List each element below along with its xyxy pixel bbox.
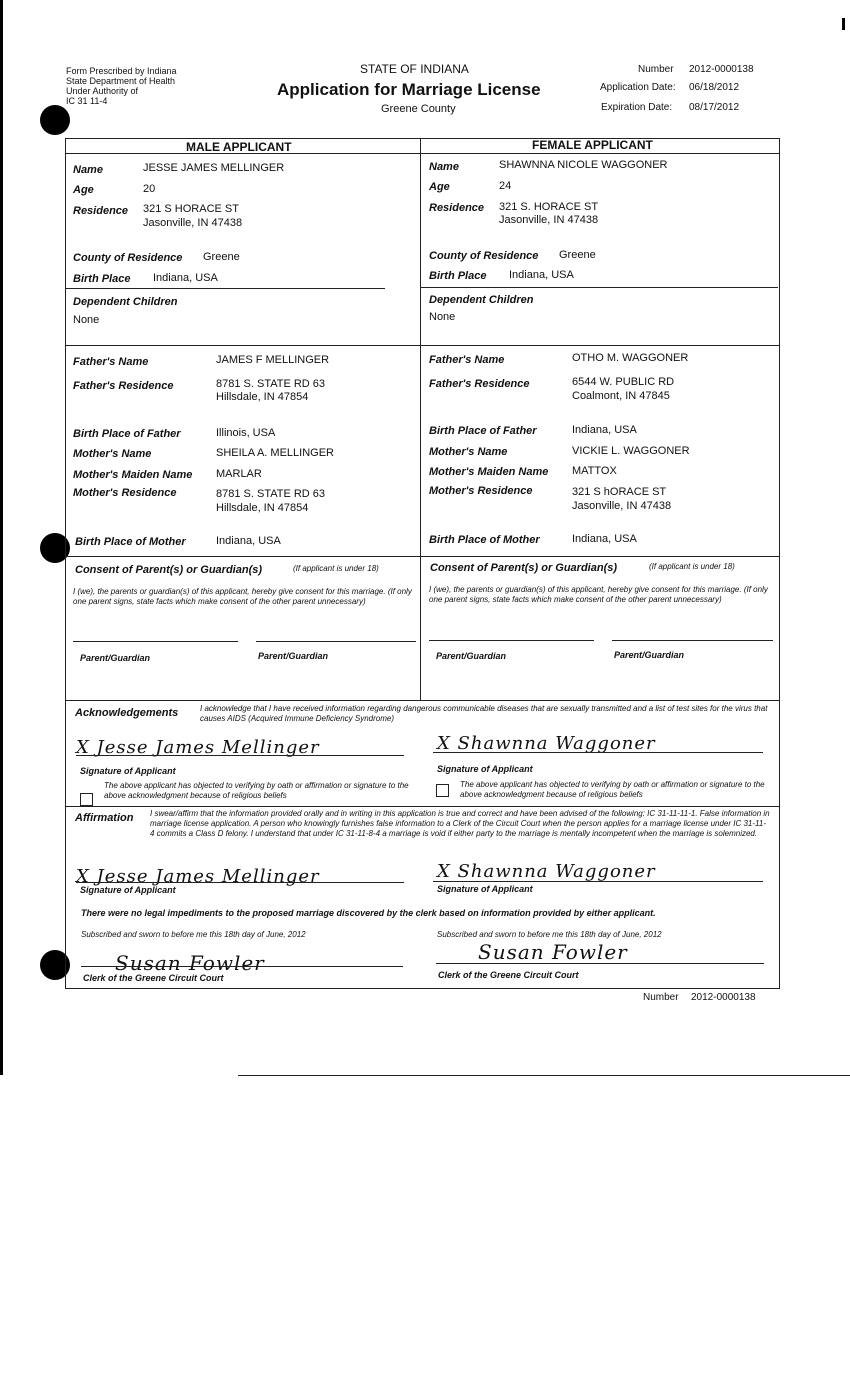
male-mothers-residence-label: Mother's Residence xyxy=(73,487,177,499)
male-county-value: Greene xyxy=(203,251,240,263)
male-mothers-name-value: SHEILA A. MELLINGER xyxy=(216,447,334,459)
clerk-signature: Susan Fowler xyxy=(115,951,265,975)
male-fathers-name-value: JAMES F MELLINGER xyxy=(216,354,330,366)
clerk-signature-line xyxy=(436,963,764,964)
affirmation-text: I swear/affirm that the information provided orally and in writing in this application is true and correct and have been advised of the following: IC 31-11-11-1. False information in marriage license application. A person who knowingly furnishes false information to a Clerk of the Circuit Court when the person applies for a marriage license under IC 31-11-4 commits a Class D felony. I understand that under IC 31-11-8-4 a marriage is void if either party to the marriage is mentally incompetent when the marriage is solemnized. xyxy=(150,809,770,838)
footer-number-label: Number xyxy=(643,992,679,1003)
female-residence-line2: Jasonville, IN 47438 xyxy=(499,214,599,226)
female-objected-text: The above applicant has objected to verifying by oath or affirmation or signature to the above acknowledgment because of religious beliefs xyxy=(460,780,765,799)
male-birthplace-father-value: Illinois, USA xyxy=(216,427,276,439)
female-fathers-name-label: Father's Name xyxy=(429,354,505,366)
header-underline xyxy=(65,153,779,154)
female-mothers-name-label: Mother's Name xyxy=(429,446,508,458)
female-residence-line1: 321 S. HORACE ST xyxy=(499,201,599,213)
female-signature-label: Signature of Applicant xyxy=(437,884,533,894)
prescribed-line: Under Authority of xyxy=(66,86,139,96)
male-parent-guardian-label: Parent/Guardian xyxy=(80,653,151,663)
female-mothers-residence-line1: 321 S hORACE ST xyxy=(572,486,667,498)
female-age-label: Age xyxy=(429,181,450,193)
affirmation-label: Affirmation xyxy=(75,812,134,824)
female-signature-affirmation: X Shawnna Waggoner xyxy=(437,861,656,882)
prescribed-line: IC 31 11-4 xyxy=(66,96,108,106)
male-parent-guardian-label: Parent/Guardian xyxy=(258,651,329,661)
application-date-label: Application Date: xyxy=(600,82,676,93)
male-objected-text: The above applicant has objected to verifying by oath or affirmation or signature to the above acknowledgment because of religious beliefs xyxy=(104,781,409,800)
male-fathers-residence-line2: Hillsdale, IN 47854 xyxy=(216,391,309,403)
male-subscribed-text: Subscribed and sworn to before me this 18th day of June, 2012 xyxy=(81,930,306,939)
application-date-value: 06/18/2012 xyxy=(689,82,740,93)
male-consent-label: Consent of Parent(s) or Guardian(s) xyxy=(75,564,263,576)
male-applicant-header: MALE APPLICANT xyxy=(186,140,292,154)
male-signature-affirmation: X Jesse James Mellinger xyxy=(76,866,320,887)
male-parent-line xyxy=(73,641,238,642)
punch-hole xyxy=(40,105,70,135)
female-name-value: SHAWNNA NICOLE WAGGONER xyxy=(499,159,668,171)
male-county-label: County of Residence xyxy=(73,252,183,264)
male-birthplace-label: Birth Place xyxy=(73,273,131,285)
male-mothers-maiden-label: Mother's Maiden Name xyxy=(73,469,193,481)
female-birthplace-mother-label: Birth Place of Mother xyxy=(429,534,540,546)
female-parent-guardian-label: Parent/Guardian xyxy=(614,650,685,660)
bottom-rule xyxy=(238,1075,850,1076)
page-title: Application for Marriage License xyxy=(277,80,541,99)
male-dependents-label: Dependent Children xyxy=(73,296,178,308)
male-signature-label: Signature of Applicant xyxy=(80,766,176,776)
female-mothers-residence-label: Mother's Residence xyxy=(429,485,533,497)
male-birthplace-father-label: Birth Place of Father xyxy=(73,428,181,440)
male-birthplace-value: Indiana, USA xyxy=(153,272,218,284)
female-parent-line xyxy=(612,640,773,641)
clerk-signature-line xyxy=(81,966,403,967)
female-birthplace-label: Birth Place xyxy=(429,270,487,282)
female-county-value: Greene xyxy=(559,249,596,261)
number-value: 2012-0000138 xyxy=(689,64,754,75)
female-signature-line xyxy=(433,752,763,753)
female-birthplace-father-label: Birth Place of Father xyxy=(429,425,537,437)
female-name-label: Name xyxy=(429,161,459,173)
prescribed-line: State Department of Health xyxy=(66,76,176,86)
clerk-signature: Susan Fowler xyxy=(478,940,628,964)
female-signature-line xyxy=(433,881,763,882)
footer-number-value: 2012-0000138 xyxy=(691,992,756,1003)
male-mothers-residence-line1: 8781 S. STATE RD 63 xyxy=(216,488,326,500)
female-signature-label: Signature of Applicant xyxy=(437,764,533,774)
female-objected-checkbox[interactable] xyxy=(436,784,449,797)
male-name-label: Name xyxy=(73,164,103,176)
female-birthplace-value: Indiana, USA xyxy=(509,269,574,281)
male-fathers-residence-label: Father's Residence xyxy=(73,380,174,392)
number-label: Number xyxy=(638,64,674,75)
female-birthplace-mother-value: Indiana, USA xyxy=(572,533,637,545)
male-signature-ack: X Jesse James Mellinger xyxy=(76,737,320,758)
female-fathers-name-value: OTHO M. WAGGONER xyxy=(572,352,689,364)
male-residence-line1: 321 S HORACE ST xyxy=(143,203,239,215)
male-mothers-name-label: Mother's Name xyxy=(73,448,152,460)
section-divider xyxy=(65,700,779,701)
male-mothers-maiden-value: MARLAR xyxy=(216,468,262,480)
column-divider xyxy=(420,138,421,700)
female-mothers-maiden-value: MATTOX xyxy=(572,465,617,477)
female-dependents-label: Dependent Children xyxy=(429,294,534,306)
female-consent-text: I (we), the parents or guardian(s) of this applicant, hereby give consent for this marriage. (If only one parent signs, state facts which make consent of the other parent unnecessary) xyxy=(429,585,768,604)
female-dependents-value: None xyxy=(429,311,456,323)
section-divider xyxy=(65,556,779,557)
female-mothers-name-value: VICKIE L. WAGGONER xyxy=(572,445,690,457)
male-age-label: Age xyxy=(73,184,94,196)
male-dependents-value: None xyxy=(73,314,100,326)
male-signature-line xyxy=(76,882,404,883)
female-residence-label: Residence xyxy=(429,202,485,214)
female-consent-note: (If applicant is under 18) xyxy=(649,562,735,571)
female-parent-line xyxy=(429,640,594,641)
section-divider xyxy=(65,345,779,346)
female-mothers-maiden-label: Mother's Maiden Name xyxy=(429,466,549,478)
female-fathers-residence-line1: 6544 W. PUBLIC RD xyxy=(572,376,675,388)
section-divider xyxy=(65,806,779,807)
edge-mark xyxy=(842,18,845,30)
female-age-value: 24 xyxy=(499,180,512,192)
male-residence-label: Residence xyxy=(73,205,129,217)
male-age-value: 20 xyxy=(143,183,156,195)
acknowledgements-text: I acknowledge that I have received information regarding dangerous communicable diseases that are sexually transmitted and a list of test sites for the virus that causes AIDS (Acquired Immune Deficiency Syndrome) xyxy=(200,704,768,723)
female-mothers-residence-line2: Jasonville, IN 47438 xyxy=(572,500,672,512)
female-fathers-residence-label: Father's Residence xyxy=(429,378,530,390)
prescribed-line: Form Prescribed by Indiana xyxy=(66,66,177,76)
male-fathers-name-label: Father's Name xyxy=(73,356,149,368)
male-divider xyxy=(65,288,385,289)
male-signature-label: Signature of Applicant xyxy=(80,885,176,895)
expiration-date-value: 08/17/2012 xyxy=(689,102,740,113)
female-fathers-residence-line2: Coalmont, IN 47845 xyxy=(572,390,670,402)
female-parent-guardian-label: Parent/Guardian xyxy=(436,651,507,661)
female-county-label: County of Residence xyxy=(429,250,539,262)
female-birthplace-father-value: Indiana, USA xyxy=(572,424,637,436)
male-residence-line2: Jasonville, IN 47438 xyxy=(143,217,243,229)
female-applicant-header: FEMALE APPLICANT xyxy=(532,138,653,152)
male-mothers-residence-line2: Hillsdale, IN 47854 xyxy=(216,502,309,514)
prescribed-block xyxy=(66,66,177,106)
state-heading: STATE OF INDIANA xyxy=(360,62,469,76)
male-signature-line xyxy=(76,755,404,756)
county-heading: Greene County xyxy=(381,103,456,115)
expiration-date-label: Expiration Date: xyxy=(601,102,673,113)
no-impediments-text: There were no legal impediments to the proposed marriage discovered by the clerk based on information provided by either applicant. xyxy=(81,908,656,918)
frame-top-rule xyxy=(65,138,779,139)
male-birthplace-mother-value: Indiana, USA xyxy=(216,535,281,547)
acknowledgements-label: Acknowledgements xyxy=(75,707,179,719)
clerk-label: Clerk of the Greene Circuit Court xyxy=(438,970,579,980)
male-birthplace-mother-label: Birth Place of Mother xyxy=(75,536,186,548)
female-signature-ack: X Shawnna Waggoner xyxy=(437,733,656,754)
female-consent-label: Consent of Parent(s) or Guardian(s) xyxy=(430,562,618,574)
male-consent-text: I (we), the parents or guardian(s) of this applicant, hereby give consent for this marriage. (If only one parent signs, state facts which make consent of the other parent unnecessary) xyxy=(73,587,412,606)
clerk-label: Clerk of the Greene Circuit Court xyxy=(83,973,224,983)
male-consent-note: (If applicant is under 18) xyxy=(293,564,379,573)
male-parent-line xyxy=(256,641,416,642)
female-divider xyxy=(420,287,778,288)
male-fathers-residence-line1: 8781 S. STATE RD 63 xyxy=(216,378,326,390)
female-subscribed-text: Subscribed and sworn to before me this 18th day of June, 2012 xyxy=(437,930,662,939)
male-objected-checkbox[interactable] xyxy=(80,793,93,806)
left-edge-bar xyxy=(0,0,3,1075)
male-name-value: JESSE JAMES MELLINGER xyxy=(143,162,285,174)
